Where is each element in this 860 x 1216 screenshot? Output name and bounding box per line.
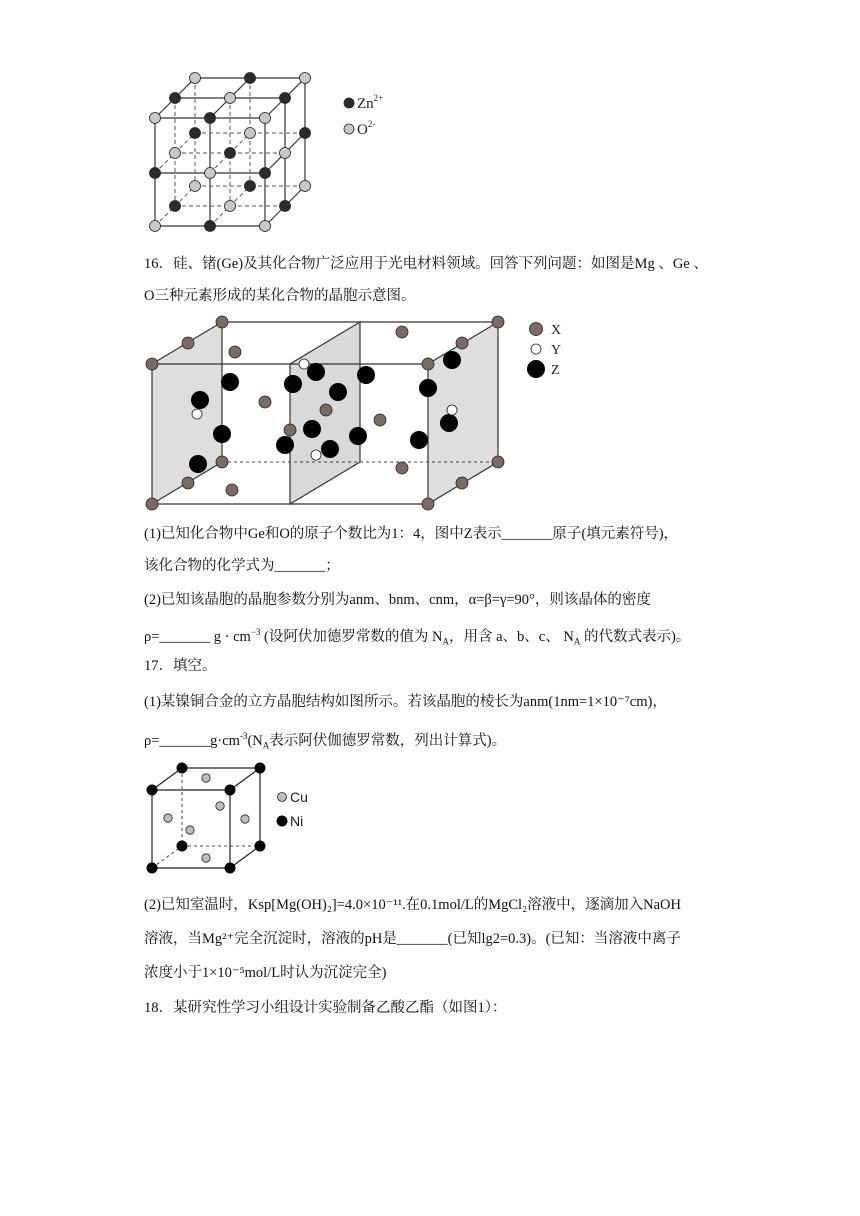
q16-part2-line2 bbox=[144, 622, 690, 652]
q17-unit-exponent: -3 bbox=[239, 731, 248, 741]
mggeo-crystal-figure bbox=[140, 312, 580, 517]
q16-part1-line1: (1)已知化合物中Ge和O的原子个数比为1：4，图中Z表示_______原子(填元素符号)， bbox=[144, 526, 679, 542]
q16-note-b: ，用含 a、b、c、 N bbox=[448, 628, 574, 645]
q17-part2-line1: (2)已知室温时，Ksp[Mg(OH)₂]=4.0×10⁻¹¹.在0.1mol/L的MgCl₂溶液中，逐滴加入NaOH bbox=[144, 897, 681, 913]
cuni-legend bbox=[277, 789, 308, 829]
legend-z-label: Z bbox=[551, 363, 560, 378]
q18-title: 18．某研究性学习小组设计实验制备乙酸乙酯（如图1）： bbox=[144, 1000, 507, 1016]
zno-crystal-figure bbox=[145, 68, 405, 236]
na-subscript-2: A bbox=[573, 636, 581, 647]
q16-density-blank: ρ=_______ g · cm bbox=[144, 628, 251, 645]
q17-part1-line1: (1)某镍铜合金的立方晶胞结构如图所示。若该晶胞的棱长为anm(1nm=1×10⁻⁷cm)， bbox=[144, 694, 667, 710]
q17-part2-line3: 浓度小于1×10⁻⁵mol/L时认为沉淀完全) bbox=[144, 965, 387, 981]
legend-cu-label: Cu bbox=[290, 789, 308, 805]
zno-legend bbox=[344, 93, 383, 138]
q17-na-subscript: A bbox=[262, 740, 270, 751]
q16-line1: 16．硅、锗(Ge)及其化合物广泛应用于光电材料领域。回答下列问题：如图是Mg 、Ge 、 bbox=[144, 256, 708, 272]
legend-x-label: X bbox=[551, 323, 562, 338]
q17-title: 17．填空。 bbox=[144, 658, 217, 674]
legend-zn-label: $Zn^{2+}$ bbox=[357, 93, 384, 112]
q17-note-b: 表示阿伏伽德罗常数，列出计算式)。 bbox=[269, 732, 507, 749]
q17-note-a: (N bbox=[247, 732, 263, 749]
na-subscript: A bbox=[442, 636, 449, 647]
q17-part2-line2: 溶液，当Mg²⁺完全沉淀时，溶液的pH是_______(已知lg2=0.3)。(已知：当溶液中离子 bbox=[144, 931, 681, 947]
q16-note-a: (设阿伏加德罗常数的值为 N bbox=[260, 628, 443, 645]
legend-ni-label: Ni bbox=[290, 813, 304, 829]
q16-part2-line1: (2)已知该晶胞的晶胞参数分别为anm、bnm、cnm，α=β=γ=90°，则该晶体的密度 bbox=[144, 592, 651, 608]
mggeo-legend bbox=[527, 323, 561, 379]
q16-line2: O三种元素形成的某化合物的晶胞示意图。 bbox=[144, 288, 416, 304]
q17-part1-line2 bbox=[144, 726, 506, 756]
q17-density-blank: ρ=_______g·cm bbox=[144, 732, 240, 749]
cuni-crystal-figure bbox=[142, 758, 322, 880]
q16-note-c: 的代数式表示)。 bbox=[580, 628, 691, 645]
legend-o-label: $O^{2-}$ bbox=[357, 119, 376, 138]
q16-part1-line2: 该化合物的化学式为_______； bbox=[144, 558, 340, 574]
legend-y-label: Y bbox=[551, 343, 562, 358]
unit-exponent: −3 bbox=[250, 627, 261, 637]
